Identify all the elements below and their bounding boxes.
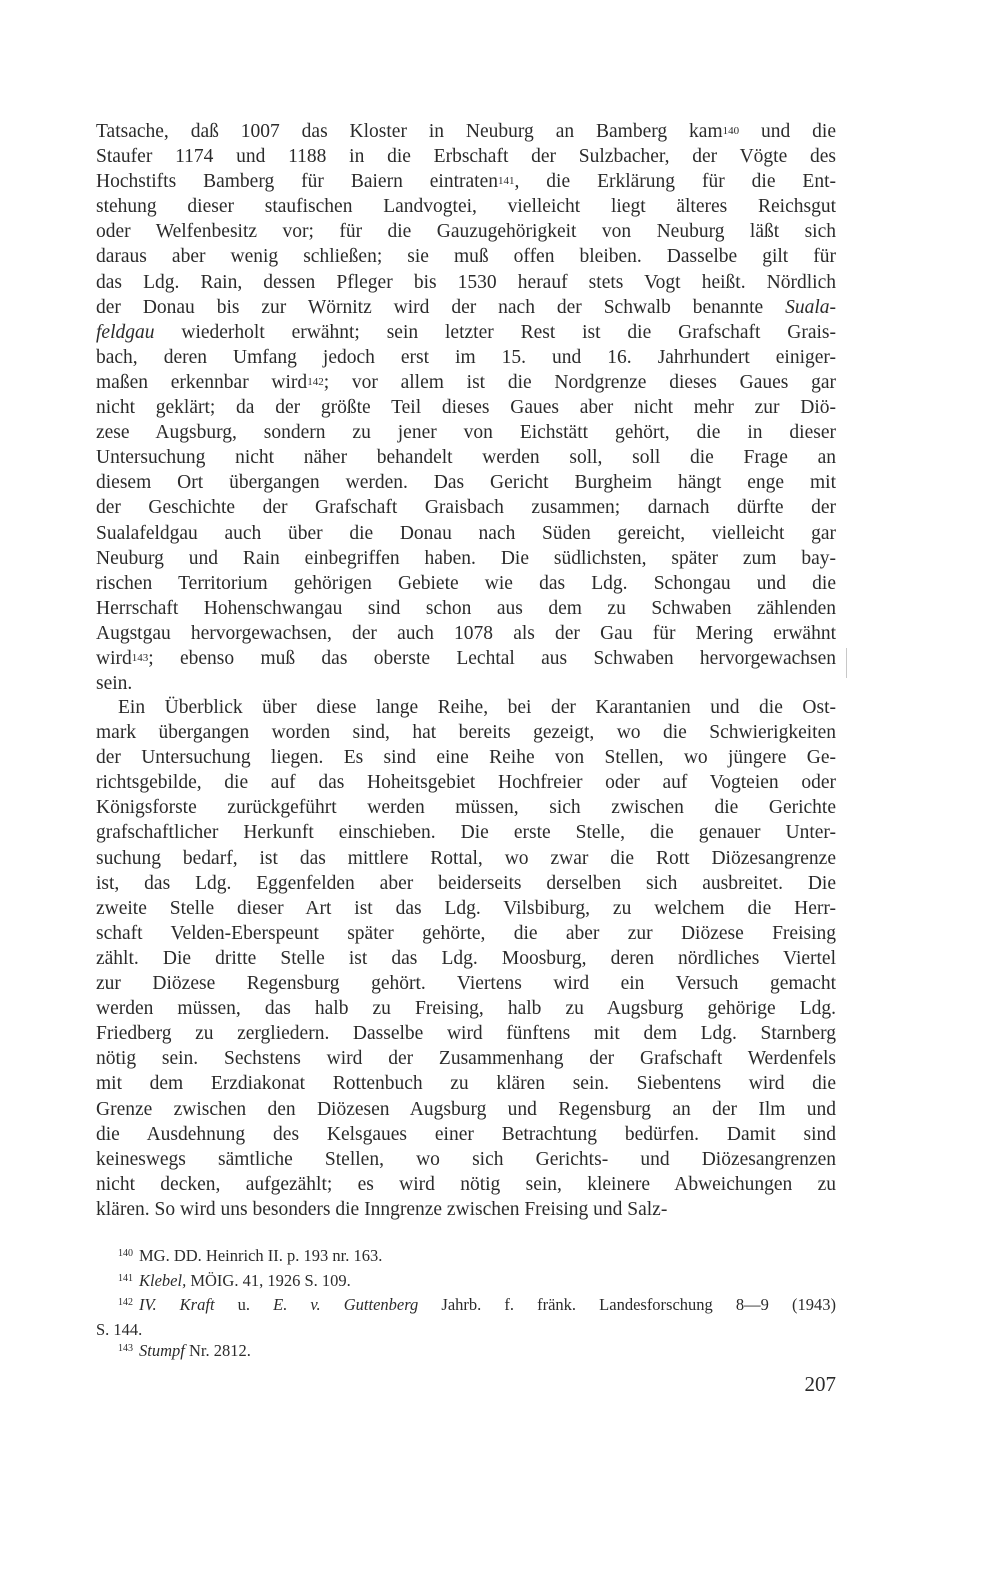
line-text: ; ebenso muß das oberste Lechtal aus Schwaben hervorgewachsen <box>148 647 836 669</box>
footnote-text: S. 144. <box>96 1319 143 1339</box>
text-line <box>96 219 836 244</box>
footnote-continuation <box>96 1319 836 1341</box>
text-line <box>96 671 836 696</box>
line-text: Neuburg und Rain einbegriffen haben. Die südlichsten, später zum bay- <box>96 547 836 569</box>
text-line <box>96 745 836 770</box>
line-text: sein. <box>96 673 133 695</box>
line-text: wiederholt erwähnt; sein letzter Rest ist die Grafschaft Grais- <box>154 321 836 343</box>
text-line <box>96 770 836 795</box>
margin-mark <box>846 648 847 678</box>
line-text: zur Diözese Regensburg gehört. Viertens wird ein Versuch gemacht <box>96 973 836 995</box>
line-text: Friedberg zu zergliedern. Dasselbe wird fünftens mit dem Ldg. Starnberg <box>96 1023 836 1045</box>
text-line <box>96 546 836 571</box>
line-text: Augstgau hervorgewachsen, der auch 1078 als der Gau für Mering erwähnt <box>96 622 836 644</box>
line-text: und die <box>739 121 836 142</box>
footnote-number: 143 <box>118 1343 133 1354</box>
line-text: ist, das Ldg. Eggenfelden aber beiderseits derselben sich ausbreitet. Die <box>96 872 836 894</box>
text-line <box>96 1021 836 1046</box>
line-text: rischen Territorium gehörigen Gebiete wie das Ldg. Schongau und die <box>96 572 836 594</box>
text-line <box>96 1197 836 1222</box>
line-text: richtsgebilde, die auf das Hoheitsgebiet Hochfreier oder auf Vogteien oder <box>96 772 836 794</box>
text-line <box>96 345 836 370</box>
body-paragraph-1 <box>96 119 836 696</box>
footnote-author: IV. Kraft <box>139 1295 215 1314</box>
line-text: bach, deren Umfang jedoch erst im 15. und 16. Jahrhundert einiger- <box>96 346 836 368</box>
line-text: stehung dieser staufischen Landvogtei, vielleicht liegt älteres Reichsgut <box>96 196 836 218</box>
line-text: zählt. Die dritte Stelle ist das Ldg. Moosburg, deren nördliches Viertel <box>96 947 836 969</box>
line-text: klären. So wird uns besonders die Inngrenze zwischen Freising und Salz- <box>96 1198 668 1220</box>
text-line <box>96 495 836 520</box>
footnote-number: 142 <box>118 1297 133 1308</box>
line-text: Herrschaft Hohenschwangau sind schon aus dem zu Schwaben zählenden <box>96 597 836 619</box>
footnote-text: MÖIG. 41, 1926 S. 109. <box>186 1270 351 1290</box>
footnote-141 <box>96 1270 836 1295</box>
footnote-author: Klebel, <box>139 1270 187 1290</box>
line-text: nicht geklärt; da der größte Teil dieses Gaues aber nicht mehr zur Diö- <box>96 397 836 419</box>
line-text: , die Erklärung für die Ent- <box>514 171 836 193</box>
text-line <box>96 596 836 621</box>
line-text: Hochstifts Bamberg für Baiern eintraten <box>96 171 498 193</box>
footnote-ref: 141 <box>497 175 515 188</box>
line-text: maßen erkennbar wird <box>96 371 308 393</box>
line-text: ; vor allem ist die Nordgrenze dieses Gaues gar <box>323 371 836 393</box>
line-text: Staufer 1174 und 1188 in die Erbschaft der Sulzbacher, der Vögte des <box>96 146 836 168</box>
line-text: Sualafeldgau auch über die Donau nach Süden gereicht, vielleicht gar <box>96 522 836 544</box>
line-text: der Geschichte der Grafschaft Graisbach zusammen; darnach dürfte der <box>96 497 836 519</box>
text-line <box>96 720 836 745</box>
text-line <box>96 971 836 996</box>
text-line <box>96 194 836 219</box>
text-line <box>96 470 836 495</box>
line-text: das Ldg. Rain, dessen Pfleger bis 1530 herauf stets Vogt heißt. Nördlich <box>96 271 836 293</box>
text-line <box>96 169 836 194</box>
footnote-text: Jahrb. f. fränk. Landesforschung 8—9 (1943) <box>418 1295 837 1314</box>
text-line <box>96 820 836 845</box>
text-line <box>96 621 836 646</box>
text-line <box>96 996 836 1021</box>
footnote-author: Stumpf <box>139 1341 185 1360</box>
line-text: mit dem Erzdiakonat Rottenbuch zu klären sein. Siebentens wird die <box>96 1073 836 1095</box>
text-line <box>96 695 836 720</box>
text-line <box>96 1071 836 1096</box>
line-text: wird <box>96 647 132 669</box>
text-line <box>96 646 836 671</box>
line-text: Grenze zwischen den Diözesen Augsburg und Regensburg an der Ilm und <box>96 1098 836 1120</box>
footnote-140 <box>96 1245 836 1270</box>
line-text: diesem Ort übergangen werden. Das Gericht Burgheim hängt enge mit <box>96 472 836 494</box>
text-line <box>96 1097 836 1122</box>
line-text: grafschaftlicher Herkunft einschieben. Die erste Stelle, die genauer Unter- <box>96 822 836 844</box>
text-line <box>96 420 836 445</box>
text-line <box>96 244 836 269</box>
line-text: Ein Überblick über diese lange Reihe, bei der Karantanien und die Ost- <box>118 697 836 718</box>
text-line <box>96 395 836 420</box>
line-text: zweite Stelle dieser Art ist das Ldg. Vilsbiburg, zu welchem die Herr- <box>96 897 836 919</box>
footnote-text: Nr. 2812. <box>184 1341 251 1360</box>
text-line <box>96 946 836 971</box>
line-text: nicht decken, aufgezählt; es wird nötig sein, kleinere Abweichungen zu <box>96 1173 836 1195</box>
line-text: oder Welfenbesitz vor; für die Gauzugehörigkeit von Neuburg läßt sich <box>96 221 836 243</box>
footnote-142 <box>96 1294 836 1319</box>
line-text: die Ausdehnung des Kelsgaues einer Betrachtung bedürfen. Damit sind <box>96 1123 836 1145</box>
footnote-ref: 143 <box>131 651 149 664</box>
text-line <box>96 571 836 596</box>
text-line <box>96 1147 836 1172</box>
text-line <box>96 1172 836 1197</box>
line-text: der Donau bis zur Wörnitz wird der nach der Schwalb benannte <box>96 296 786 318</box>
footnote-author: E. v. Guttenberg <box>273 1295 419 1314</box>
text-line <box>96 871 836 896</box>
text-line <box>96 795 836 820</box>
text-line <box>96 270 836 295</box>
footnote-number: 140 <box>118 1248 133 1259</box>
line-text: zese Augsburg, sondern zu jener von Eichstätt gehört, die in dieser <box>96 422 836 444</box>
text-line <box>96 846 836 871</box>
footnote-number: 141 <box>118 1272 133 1284</box>
text-line <box>96 320 836 345</box>
line-text: der Untersuchung liegen. Es sind eine Reihe von Stellen, wo jüngere Ge- <box>96 747 836 769</box>
line-text: daraus aber wenig schließen; sie muß offen bleiben. Dasselbe gilt für <box>96 246 836 268</box>
text-line <box>96 445 836 470</box>
footnote-143 <box>96 1340 836 1365</box>
text-line <box>96 1046 836 1071</box>
text-line <box>96 119 836 144</box>
line-text: Untersuchung nicht näher behandelt werden soll, soll die Frage an <box>96 447 836 469</box>
line-text: werden müssen, das halb zu Freising, halb zu Augsburg gehörige Ldg. <box>96 998 836 1020</box>
text-line <box>96 921 836 946</box>
footnote-text: u. <box>214 1295 274 1314</box>
line-text: nötig sein. Sechstens wird der Zusammenhang der Grafschaft Werdenfels <box>96 1048 836 1070</box>
text-line <box>96 896 836 921</box>
footnotes <box>96 1245 836 1365</box>
text-line <box>96 370 836 395</box>
line-text: suchung bedarf, ist das mittlere Rottal, wo zwar die Rott Diözesangrenze <box>96 847 836 869</box>
text-line <box>96 521 836 546</box>
line-text: mark übergangen worden sind, hat bereits gezeigt, wo die Schwierigkeiten <box>96 722 836 744</box>
page-number: 207 <box>804 1372 836 1396</box>
text-line <box>96 1122 836 1147</box>
body-paragraph-2 <box>96 695 836 1222</box>
line-text: schaft Velden-Eberspeunt später gehörte, die aber zur Diözese Freising <box>96 922 836 944</box>
footnote-ref: 142 <box>307 375 324 388</box>
italic-text: feldgau <box>96 321 155 343</box>
line-text: Tatsache, daß 1007 das Kloster in Neuburg an Bamberg kam <box>96 121 723 142</box>
footnote-ref: 140 <box>722 125 740 137</box>
text-line <box>96 144 836 169</box>
line-text: keineswegs sämtliche Stellen, wo sich Gerichts- und Diözesangrenzen <box>96 1148 836 1170</box>
footnote-text: MG. DD. Heinrich II. p. 193 nr. 163. <box>139 1246 383 1265</box>
italic-text: Suala- <box>785 296 836 318</box>
line-text: Königsforste zurückgeführt werden müssen, sich zwischen die Gerichte <box>96 797 836 819</box>
text-line <box>96 295 836 320</box>
